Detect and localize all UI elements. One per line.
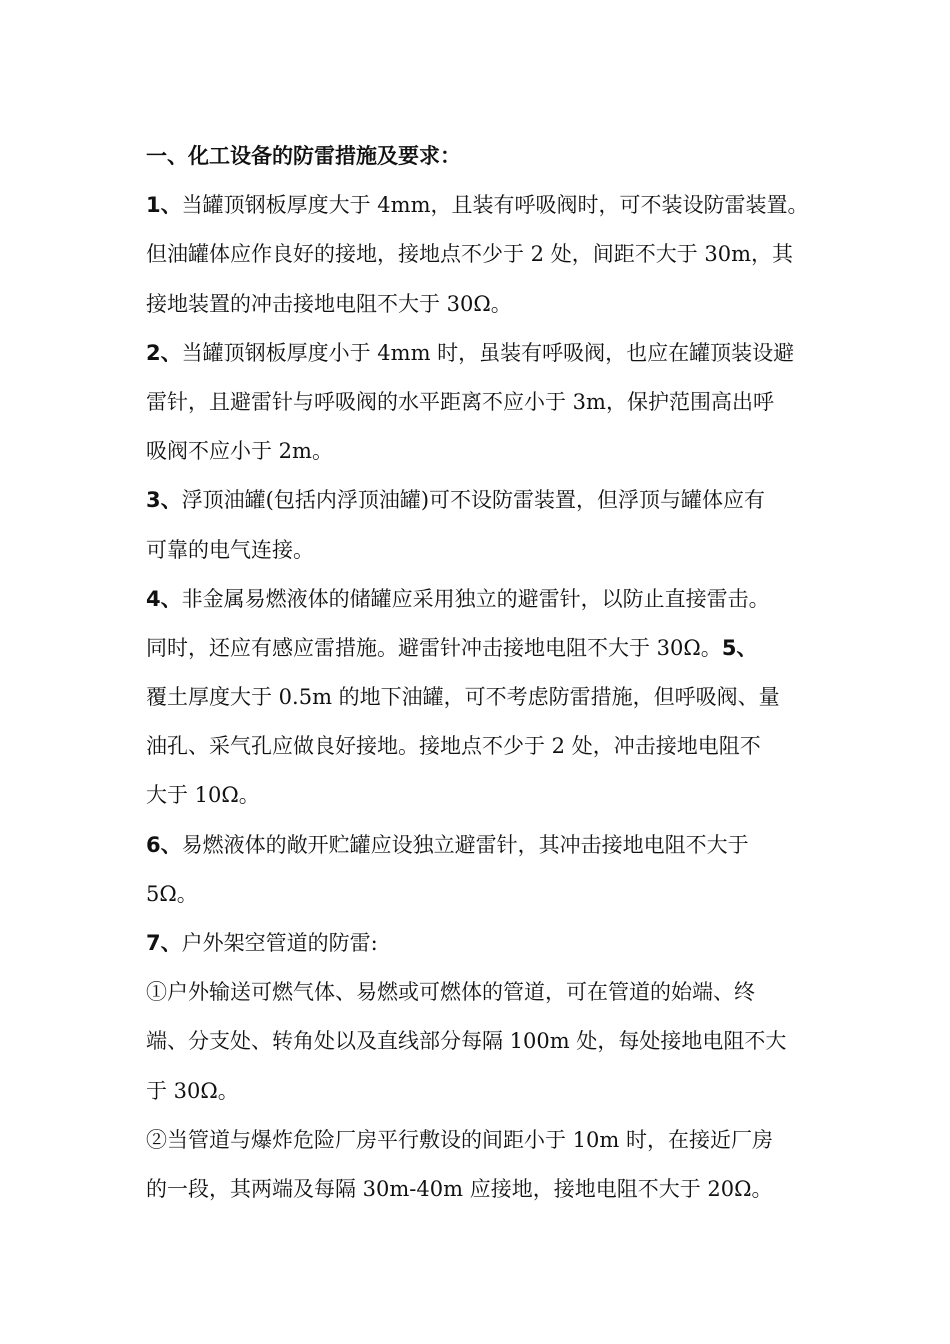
text-line [146, 280, 816, 329]
text-line [146, 575, 816, 624]
line-text: 于 30Ω。 [146, 1078, 239, 1103]
line-text: 当罐顶钢板厚度小于 4mm 时，虽装有呼吸阀，也应在罐顶装设避 [181, 340, 795, 365]
line-text: 5Ω。 [146, 881, 198, 906]
line-text: 当罐顶钢板厚度大于 4mm，且装有呼吸阀时，可不装设防雷装置。 [181, 193, 809, 218]
text-line [146, 968, 816, 1017]
line-text: ①户外输送可燃气体、易燃或可燃体的管道，可在管道的始端、终 [146, 980, 755, 1005]
text-line [146, 476, 816, 525]
line-text: 可靠的电气连接。 [146, 537, 314, 562]
item-number: 7、 [146, 931, 182, 955]
line-text: 户外架空管道的防雷: [181, 931, 378, 955]
text-line [146, 870, 816, 919]
line-text: 大于 10Ω。 [146, 783, 260, 808]
line-text: 覆土厚度大于 0.5m 的地下油罐，可不考虑防雷措施，但呼吸阀、量 [146, 685, 780, 710]
text-line [146, 1017, 816, 1066]
item-number: 4、 [146, 586, 182, 611]
text-line [146, 378, 816, 427]
paragraph-lines [146, 181, 816, 1214]
text-line [146, 722, 816, 771]
item-number: 6、 [146, 832, 182, 857]
item-number: 3、 [146, 488, 182, 513]
text-line [146, 624, 816, 673]
text-line [146, 919, 816, 968]
text-line [146, 181, 816, 230]
item-number: 1、 [146, 193, 182, 218]
line-text: 同时，还应有感应雷措施。避雷针冲击接地电阻不大于 30Ω。 [146, 635, 722, 660]
text-line [146, 821, 816, 870]
item-number: 5、 [721, 635, 758, 660]
text-line [146, 1165, 816, 1214]
line-text: 易燃液体的敞开贮罐应设独立避雷针，其冲击接地电阻不大于 [181, 832, 749, 857]
line-text: 的一段，其两端及每隔 30m-40m 应接地，接地电阻不大于 20Ω。 [146, 1176, 773, 1201]
text-line [146, 427, 816, 476]
line-text: 油孔、采气孔应做良好接地。接地点不少于 2 处，冲击接地电阻不 [146, 734, 761, 759]
text-line [146, 1116, 816, 1165]
item-number: 2、 [146, 340, 182, 365]
line-text: 非金属易燃液体的储罐应采用独立的避雷针，以防止直接雷击。 [181, 586, 770, 611]
line-text: ②当管道与爆炸危险厂房平行敷设的间距小于 10m 时，在接近厂房 [146, 1127, 773, 1152]
text-line [146, 230, 816, 279]
line-text: 吸阀不应小于 2m。 [146, 439, 333, 464]
line-text: 雷针，且避雷针与呼吸阀的水平距离不应小于 3m，保护范围高出呼 [146, 389, 774, 414]
line-text: 浮顶油罐(包括内浮顶油罐)可不设防雷装置，但浮顶与罐体应有 [181, 488, 766, 513]
text-line [146, 771, 816, 820]
line-text: 接地装置的冲击接地电阻不大于 30Ω。 [146, 291, 512, 316]
text-line [146, 1067, 816, 1116]
text-line [146, 329, 816, 378]
line-text: 但油罐体应作良好的接地，接地点不少于 2 处，间距不大于 30m，其 [146, 242, 794, 267]
section-heading: 一、化工设备的防雷措施及要求： [146, 144, 461, 168]
document-body [146, 132, 816, 1214]
line-text: 端、分支处、转角处以及直线部分每隔 100m 处，每处接地电阻不大 [146, 1029, 787, 1054]
text-line [146, 673, 816, 722]
text-line [146, 526, 816, 575]
